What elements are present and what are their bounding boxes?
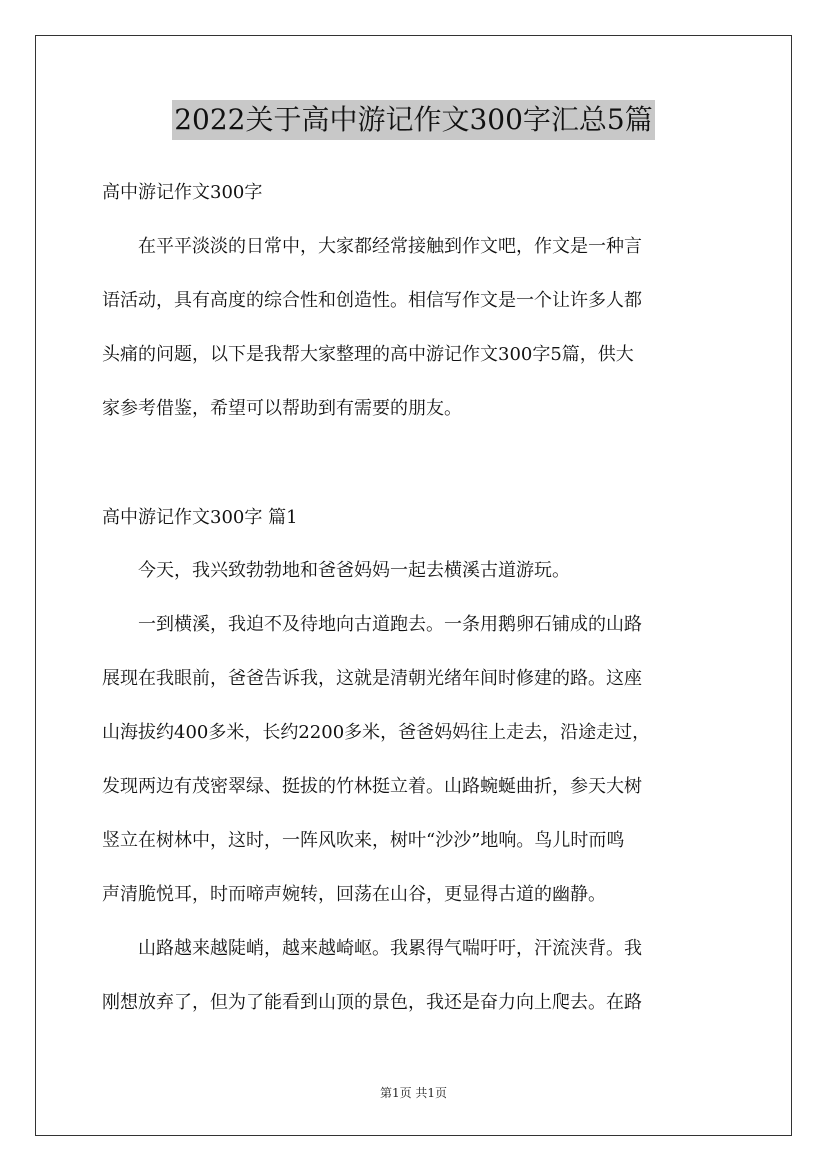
- page-footer: [0, 1084, 827, 1101]
- intro-paragraph: [102, 220, 727, 436]
- paragraph-line: 今天，我兴致勃勃地和爸爸妈妈一起去横溪古道游玩。: [102, 560, 570, 581]
- paragraph-line: 声清脆悦耳，时而啼声婉转，回荡在山谷，更显得古道的幽静。: [102, 884, 606, 905]
- paragraph-line: 刚想放弃了，但为了能看到山顶的景色，我还是奋力向上爬去。在路: [102, 992, 642, 1013]
- page-number: 第1页 共1页: [379, 1086, 448, 1100]
- paragraph-line: 竖立在树林中，这时，一阵风吹来，树叶“沙沙”地响。鸟儿时而鸣: [102, 830, 625, 851]
- essay-heading-block: [102, 491, 727, 545]
- paragraph-line: 山路越来越陡峭，越来越崎岖。我累得气喘吁吁，汗流浃背。我: [102, 938, 642, 959]
- paragraph-line: 在平平淡淡的日常中，大家都经常接触到作文吧，作文是一种言: [102, 236, 642, 257]
- paragraph-line: 展现在我眼前，爸爸告诉我，这就是清朝光绪年间时修建的路。这座: [102, 668, 642, 689]
- section-heading-block: [102, 166, 727, 220]
- paragraph-line: 语活动，具有高度的综合性和创造性。相信写作文是一个让许多人都: [102, 290, 642, 311]
- paragraph-line: 发现两边有茂密翠绿、挺拔的竹林挺立着。山路蜿蜒曲折，参天大树: [102, 776, 642, 797]
- essay-body: [102, 544, 727, 1030]
- document-title: 2022关于高中游记作文300字汇总5篇: [172, 100, 655, 140]
- paragraph-line: 头痛的问题，以下是我帮大家整理的高中游记作文300字5篇，供大: [102, 344, 634, 365]
- essay-heading: 高中游记作文300字 篇1: [102, 507, 298, 528]
- section-heading: 高中游记作文300字: [102, 182, 263, 203]
- paragraph-line: 山海拔约400多米，长约2200多米，爸爸妈妈往上走去，沿途走过，: [102, 722, 651, 743]
- title-container: [0, 100, 827, 140]
- paragraph-line: 家参考借鉴，希望可以帮助到有需要的朋友。: [102, 398, 462, 419]
- paragraph-line: 一到横溪，我迫不及待地向古道跑去。一条用鹅卵石铺成的山路: [102, 614, 642, 635]
